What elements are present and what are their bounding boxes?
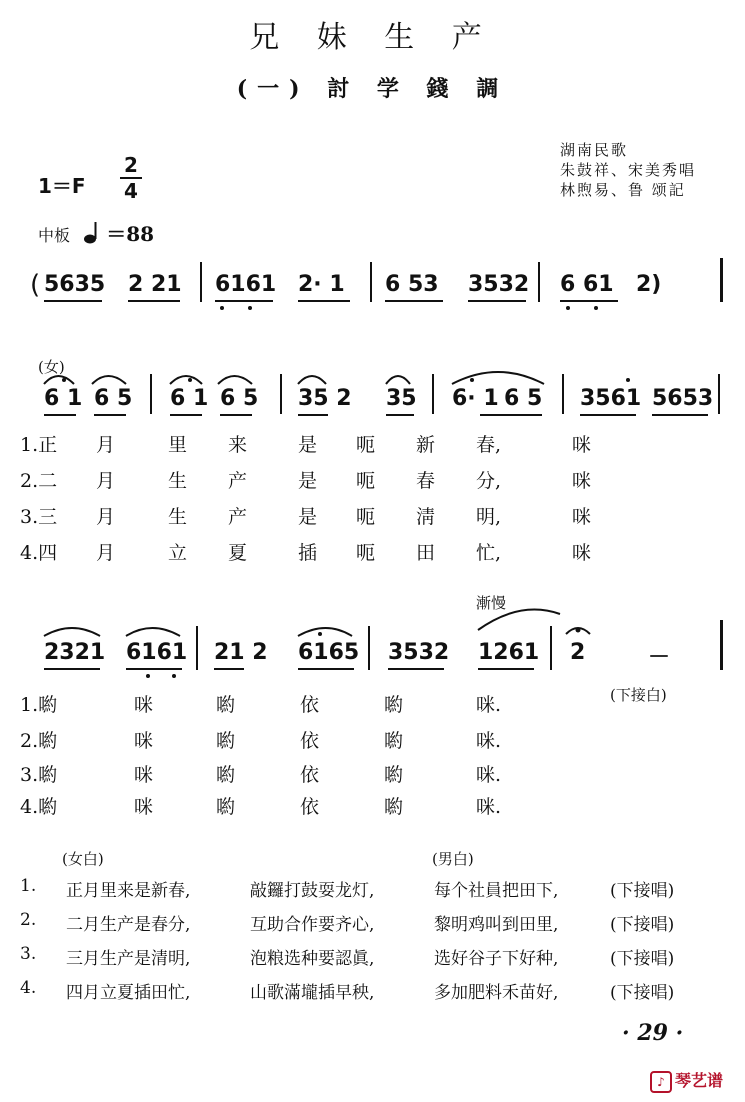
s2-m2-a: 21 2 xyxy=(214,640,268,665)
s2-m4-b: － xyxy=(648,645,671,670)
credit-singers: 朱鼓祥、宋美秀唱 xyxy=(560,161,697,179)
credit-transcribers: 林煦易、鲁 颂記 xyxy=(560,181,686,199)
s1-m1-b: 6 5 xyxy=(94,386,133,411)
s1-m5-a: 3561 xyxy=(580,386,642,411)
s1-m2-a: 6 1 xyxy=(170,386,209,411)
quarter-note-icon xyxy=(83,222,101,244)
s1-m1-a: 6 1 xyxy=(44,386,83,411)
credit-origin: 湖南民歌 xyxy=(560,141,629,159)
song-title: 兄 妹 生 产 xyxy=(249,20,496,55)
watermark-text: 琴艺谱 xyxy=(675,1071,724,1090)
s2-m1-b: 6161 xyxy=(126,640,188,665)
time-signature-bottom: 4 xyxy=(124,179,138,203)
tempo-marking xyxy=(38,218,154,247)
s1-m5-b: 5653 xyxy=(652,386,714,411)
intro-m4-b: 2) xyxy=(636,272,662,297)
barline xyxy=(200,262,202,302)
intro-m4-a: 6 61 xyxy=(560,272,614,297)
song-subtitle: (一) 討 学 錢 調 xyxy=(236,76,509,102)
s2-m3-a: 3532 xyxy=(388,640,450,665)
s1-m3-a: 35 2 xyxy=(298,386,352,411)
transition-note: (下接白) xyxy=(610,686,667,704)
s2-m2-b: 6165 xyxy=(298,640,360,665)
s2-m1-a: 2321 xyxy=(44,640,106,665)
intro-open-paren: ( xyxy=(30,270,41,300)
intro-m3-a: 6 53 xyxy=(385,272,439,297)
female-dialogue-label: (女白) xyxy=(62,850,104,868)
s2-m3-b: 1261 xyxy=(478,640,540,665)
voice-female-label: (女) xyxy=(38,358,65,376)
s1-m4-b: 6 5 xyxy=(504,386,543,411)
slur-marks-2 xyxy=(0,600,745,644)
intro-m1-b: 2 21 xyxy=(128,272,182,297)
barline xyxy=(370,262,372,302)
watermark-logo xyxy=(650,1068,723,1093)
s1-m4-a: 6· 1 xyxy=(452,386,499,411)
s2-m4-a: 2 xyxy=(570,640,586,665)
piano-logo-icon: ♪ xyxy=(650,1071,672,1093)
tempo-label: 中板 xyxy=(38,226,71,245)
credits xyxy=(560,140,696,200)
time-signature xyxy=(120,154,142,202)
key-signature: 1＝F xyxy=(38,174,86,198)
time-signature-top: 2 xyxy=(124,153,138,177)
s1-m2-b: 6 5 xyxy=(220,386,259,411)
tempo-bpm: ＝88 xyxy=(106,222,155,246)
ritardando-marking: 漸慢 xyxy=(476,594,507,612)
page-number: · 29 · xyxy=(622,1020,684,1046)
intro-m3-b: 3532 xyxy=(468,272,530,297)
final-barline xyxy=(720,258,723,302)
intro-m2-a: 6161 xyxy=(215,272,277,297)
male-dialogue-label: (男白) xyxy=(432,850,474,868)
s1-m3-b: 35 xyxy=(386,386,417,411)
intro-m2-b: 2· 1 xyxy=(298,272,345,297)
intro-m1-a: 5635 xyxy=(44,272,106,297)
barline xyxy=(538,262,540,302)
